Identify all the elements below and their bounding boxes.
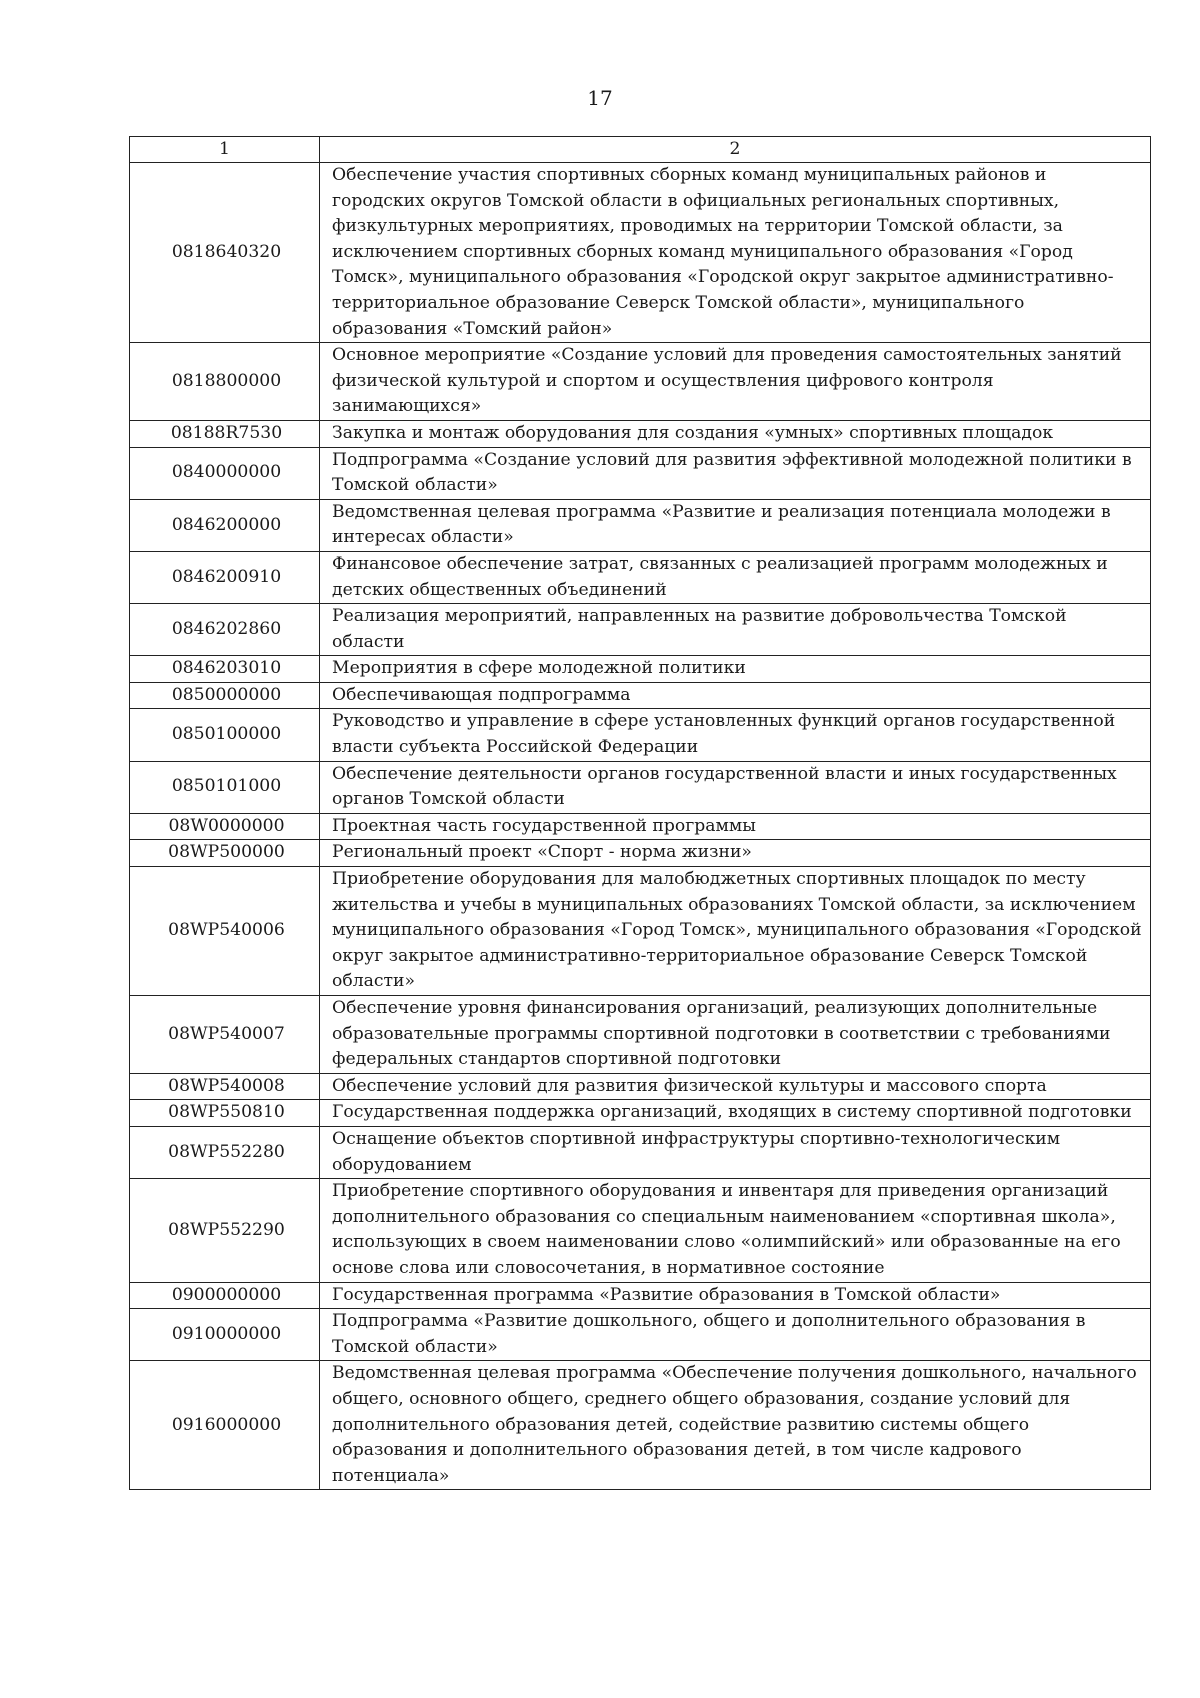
row-code: 0850100000 — [130, 709, 320, 761]
row-name: Государственная поддержка организаций, входящих в систему спортивной подготовки — [320, 1100, 1151, 1127]
table-row — [130, 656, 1151, 683]
row-name: Подпрограмма «Создание условий для развития эффективной молодежной политики в Томской области» — [320, 447, 1151, 499]
row-name: Ведомственная целевая программа «Обеспечение получения дошкольного, начального общего, основного общего, среднего общего образования, создание условий для дополнительного образования детей, содействие развитию системы общего образования и дополнительного образования детей, в том числе кадрового потенциала» — [320, 1361, 1151, 1490]
row-code: 0846202860 — [130, 604, 320, 656]
row-name: Оснащение объектов спортивной инфраструктуры спортивно-технологическим оборудованием — [320, 1126, 1151, 1178]
table-row — [130, 499, 1151, 551]
row-code: 0850000000 — [130, 682, 320, 709]
table-row — [130, 709, 1151, 761]
table-row — [130, 1179, 1151, 1282]
table-row — [130, 761, 1151, 813]
row-name: Обеспечение участия спортивных сборных команд муниципальных районов и городских округов Томской области в официальных региональных спортивных, физкультурных мероприятиях, проводимых на территории Томской области, за исключением спортивных сборных команд муниципального образования «Город Томск», муниципального образования «Городской округ закрытое административно-территориальное образование Северск Томской области», муниципального образования «Томский район» — [320, 163, 1151, 343]
column-header-code: 1 — [130, 137, 320, 163]
table-row — [130, 1309, 1151, 1361]
table-row — [130, 1282, 1151, 1309]
table-row — [130, 343, 1151, 421]
table-row — [130, 604, 1151, 656]
row-code: 0840000000 — [130, 447, 320, 499]
row-code: 0846200910 — [130, 551, 320, 603]
table-body — [130, 163, 1151, 1490]
row-code: 0900000000 — [130, 1282, 320, 1309]
row-name: Руководство и управление в сфере установленных функций органов государственной власти субъекта Российской Федерации — [320, 709, 1151, 761]
row-name: Приобретение оборудования для малобюджетных спортивных площадок по месту жительства и учебы в муниципальных образованиях Томской области, за исключением муниципального образования «Город Томск», муниципального образования «Городской округ закрытое административно-территориальное образование Северск Томской области» — [320, 867, 1151, 996]
table-row — [130, 1126, 1151, 1178]
row-name: Подпрограмма «Развитие дошкольного, общего и дополнительного образования в Томской области» — [320, 1309, 1151, 1361]
row-name: Финансовое обеспечение затрат, связанных с реализацией программ молодежных и детских общественных объединений — [320, 551, 1151, 603]
row-name: Приобретение спортивного оборудования и инвентаря для приведения организаций дополнительного образования со специальным наименованием «спортивная школа», использующих в своем наименовании слово «олимпийский» или образованные на его основе слова или словосочетания, в нормативное состояние — [320, 1179, 1151, 1282]
table-row — [130, 840, 1151, 867]
table-header-row — [130, 137, 1151, 163]
table-row — [130, 420, 1151, 447]
row-name: Региональный проект «Спорт - норма жизни» — [320, 840, 1151, 867]
row-name: Обеспечение уровня финансирования организаций, реализующих дополнительные образовательные программы спортивной подготовки в соответствии с требованиями федеральных стандартов спортивной подготовки — [320, 996, 1151, 1074]
row-name: Ведомственная целевая программа «Развитие и реализация потенциала молодежи в интересах области» — [320, 499, 1151, 551]
table-row — [130, 867, 1151, 996]
row-code: 0910000000 — [130, 1309, 320, 1361]
row-code: 0846203010 — [130, 656, 320, 683]
row-code: 08WP500000 — [130, 840, 320, 867]
row-name: Обеспечивающая подпрограмма — [320, 682, 1151, 709]
budget-classification-table — [129, 136, 1151, 1490]
row-code: 0850101000 — [130, 761, 320, 813]
table-row — [130, 1100, 1151, 1127]
row-code: 08WP540007 — [130, 996, 320, 1074]
table-row — [130, 1361, 1151, 1490]
table-row — [130, 1073, 1151, 1100]
row-code: 08W0000000 — [130, 813, 320, 840]
row-name: Обеспечение деятельности органов государственной власти и иных государственных органов Томской области — [320, 761, 1151, 813]
row-name: Проектная часть государственной программы — [320, 813, 1151, 840]
row-code: 0818640320 — [130, 163, 320, 343]
row-name: Мероприятия в сфере молодежной политики — [320, 656, 1151, 683]
row-code: 08WP540008 — [130, 1073, 320, 1100]
row-code: 08WP540006 — [130, 867, 320, 996]
row-name: Государственная программа «Развитие образования в Томской области» — [320, 1282, 1151, 1309]
row-code: 0818800000 — [130, 343, 320, 421]
table-row — [130, 996, 1151, 1074]
table-row — [130, 447, 1151, 499]
row-code: 08WP550810 — [130, 1100, 320, 1127]
table-row — [130, 163, 1151, 343]
row-code: 0846200000 — [130, 499, 320, 551]
page-number: 17 — [587, 86, 613, 110]
row-code: 08WP552280 — [130, 1126, 320, 1178]
row-name: Обеспечение условий для развития физической культуры и массового спорта — [320, 1073, 1151, 1100]
column-header-name: 2 — [320, 137, 1151, 163]
row-name: Реализация мероприятий, направленных на развитие добровольчества Томской области — [320, 604, 1151, 656]
table-row — [130, 682, 1151, 709]
row-code: 08188R7530 — [130, 420, 320, 447]
row-code: 0916000000 — [130, 1361, 320, 1490]
row-code: 08WP552290 — [130, 1179, 320, 1282]
table-row — [130, 551, 1151, 603]
row-name: Закупка и монтаж оборудования для создания «умных» спортивных площадок — [320, 420, 1151, 447]
table-row — [130, 813, 1151, 840]
row-name: Основное мероприятие «Создание условий для проведения самостоятельных занятий физической культурой и спортом и осуществления цифрового контроля занимающихся» — [320, 343, 1151, 421]
